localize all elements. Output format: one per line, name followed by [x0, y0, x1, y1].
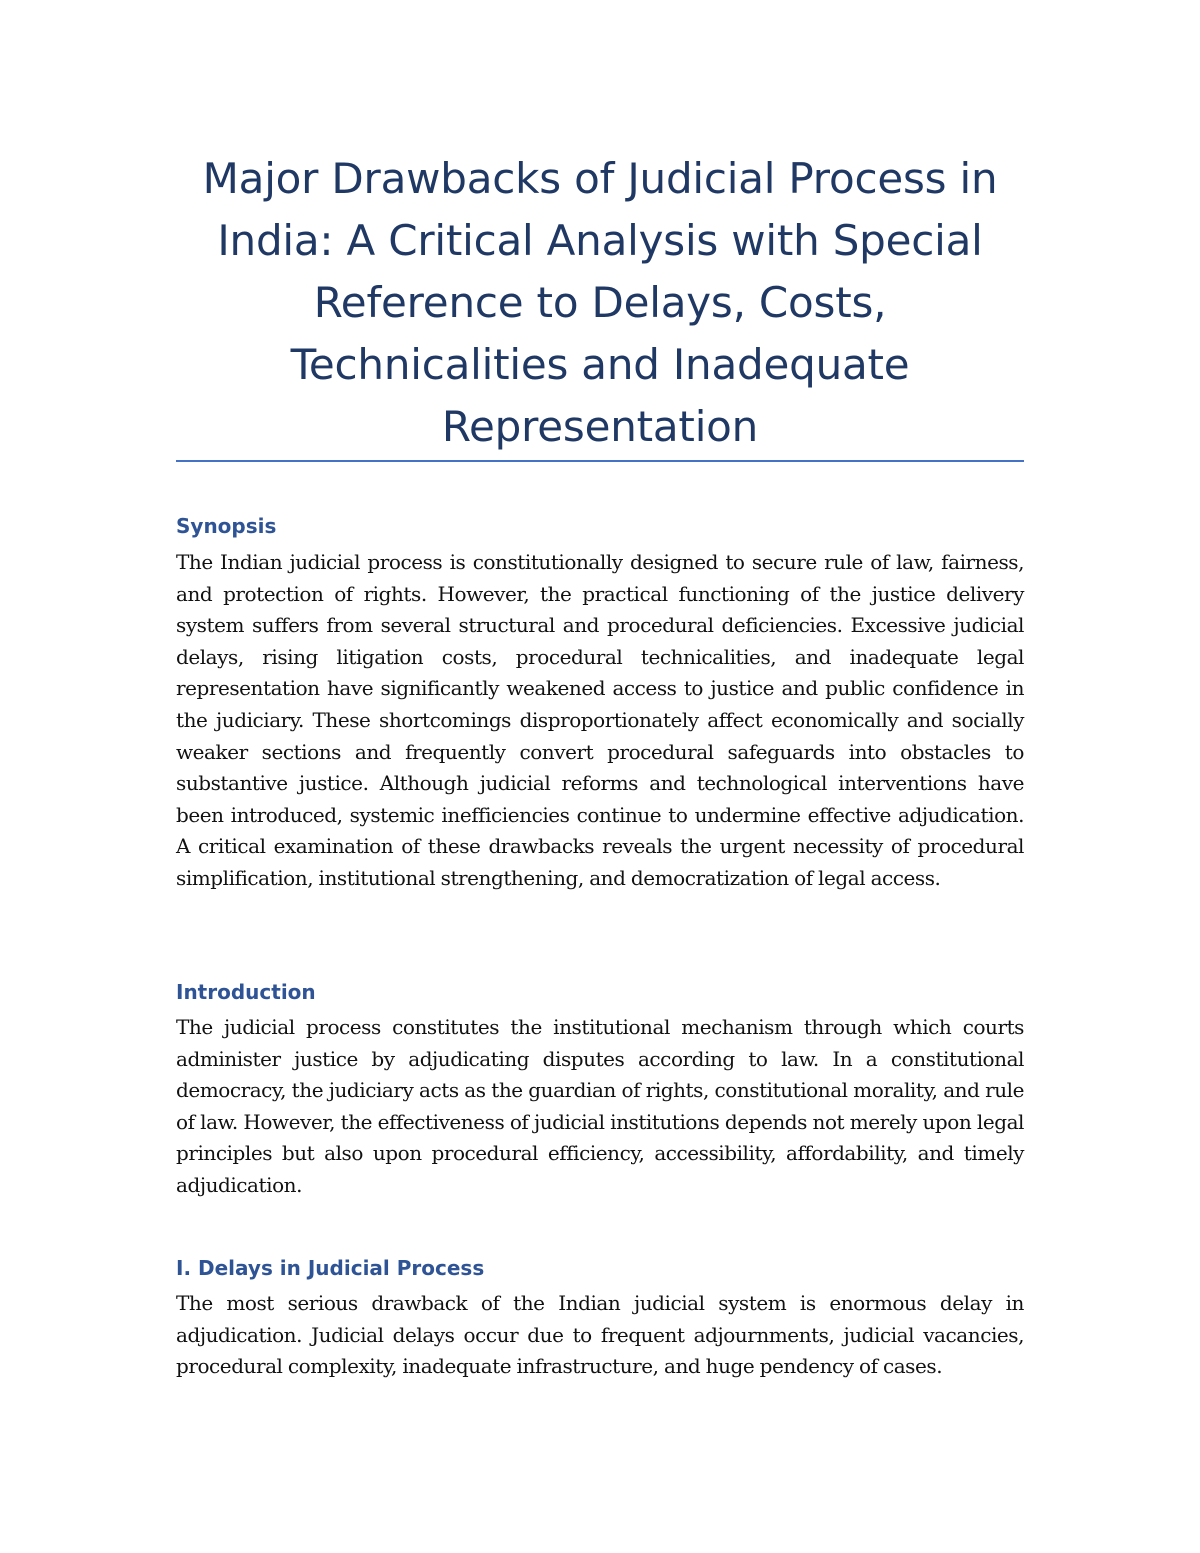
- synopsis-paragraph: The Indian judicial process is constitutionally designed to secure rule of law, fairness, and protection of rights. However, the practical functioning of the justice delivery system suffers from several structural and procedural deficiencies. Excessive judicial delays, rising litigation costs, procedural technicalities, and inadequate legal representation have significantly weakened access to justice and public confidence in the judiciary. These shortcomings disproportionately affect economically and socially weaker sections and frequently convert procedural safeguards into obstacles to substantive justice. Although judicial reforms and technological interventions have been introduced, systemic inefficiencies continue to undermine effective adjudication. A critical examination of these drawbacks reveals the urgent necessity of procedural simplification, institutional strengthening, and democratization of legal access.: [176, 550, 1024, 890]
- heading-synopsis: Synopsis: [176, 514, 277, 538]
- title-divider: [176, 460, 1024, 462]
- delays-paragraph: The most serious drawback of the Indian judicial system is enormous delay in adjudication. Judicial delays occur due to frequent adjournments, judicial vacancies, procedural complexity, inadequate infrastructure, and huge pendency of cases.: [176, 1291, 1024, 1379]
- introduction-paragraph: The judicial process constitutes the institutional mechanism through which courts administer justice by adjudicating disputes according to law. In a constitutional democracy, the judiciary acts as the guardian of rights, constitutional morality, and rule of law. However, the effectiveness of judicial institutions depends not merely upon legal principles but also upon procedural efficiency, accessibility, affordability, and timely adjudication.: [176, 1015, 1024, 1197]
- heading-introduction: Introduction: [176, 980, 316, 1004]
- document-title: Major Drawbacks of Judicial Process in India: A Critical Analysis with Special Reference to Delays, Costs, Technicalities and Inadequate Representation: [202, 154, 998, 451]
- heading-delays: I. Delays in Judicial Process: [176, 1256, 485, 1280]
